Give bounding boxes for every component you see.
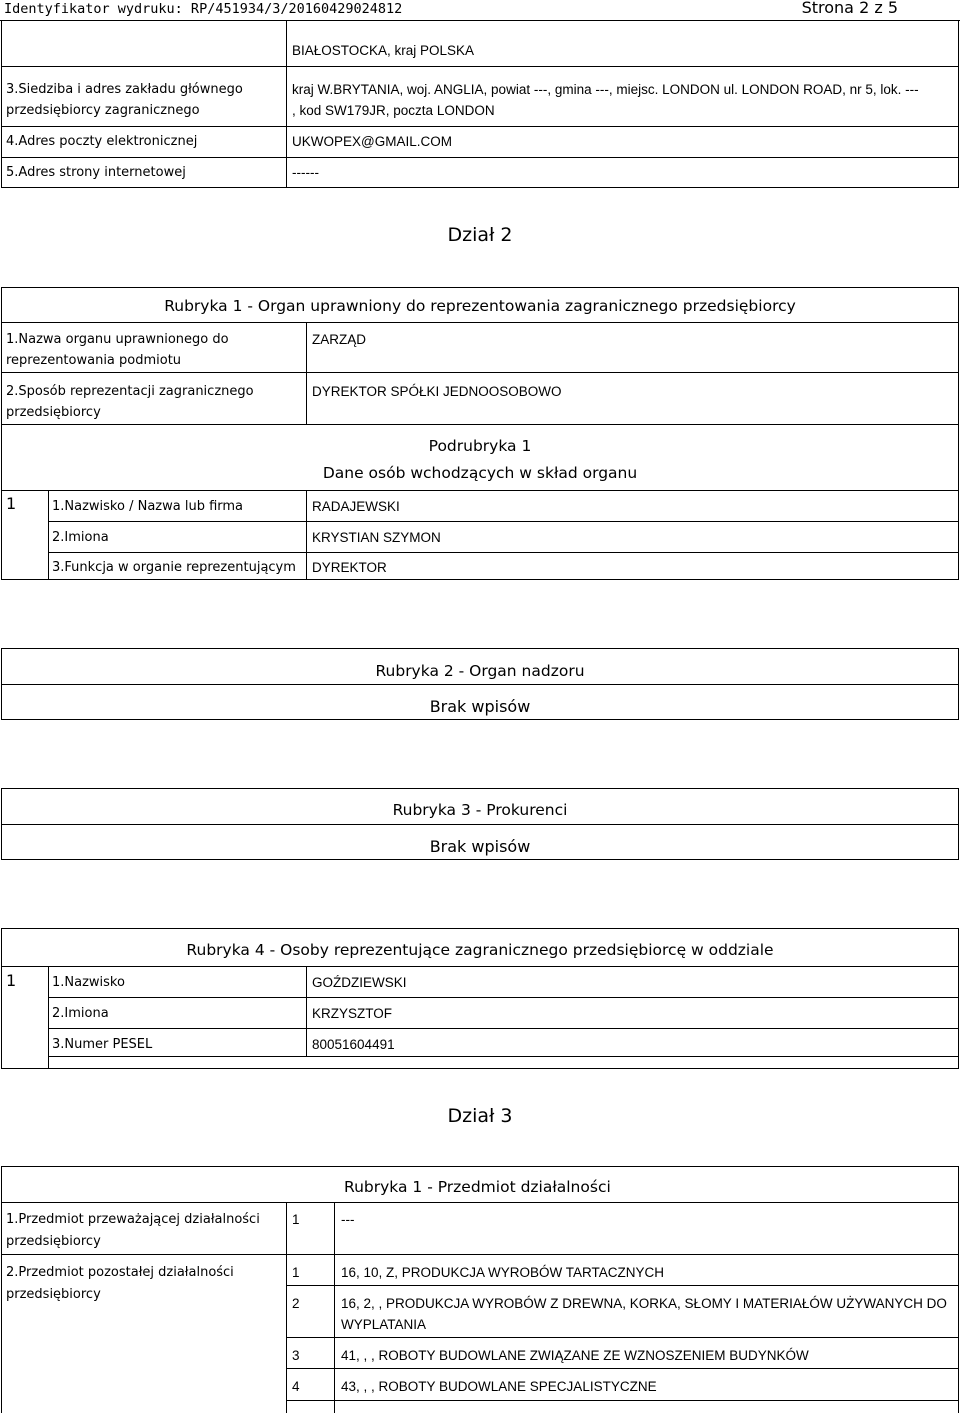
representation-value: DYREKTOR SPÓŁKI JEDNOOSOBOWO: [312, 384, 562, 399]
main-activity-label: 1.Przedmiot przeważającej działalności: [6, 1212, 260, 1227]
activity-value: 16, 10, Z, PRODUKCJA WYROBÓW TARTACZNYCH: [341, 1265, 665, 1280]
siedziba-value: kraj W.BRYTANIA, woj. ANGLIA, powiat ---, gmina ---, miejsc. LONDON ul. LONDON ROAD, nr 5, lok. ---: [292, 82, 919, 97]
pesel-label: 3.Numer PESEL: [52, 1037, 153, 1052]
representation-label: 2.Sposób reprezentacji zagranicznego: [6, 384, 254, 399]
main-activity-value: ---: [341, 1212, 355, 1227]
activity-num: 2: [292, 1296, 300, 1311]
website-label: 5.Adres strony internetowej: [6, 165, 186, 180]
names-value: KRYSTIAN SZYMON: [312, 530, 441, 545]
dzial3-title: Dział 3: [447, 1105, 513, 1127]
print-identifier: Identyfikator wydruku: RP/451934/3/20160429024812: [4, 1, 403, 17]
rubryka2-title: Rubryka 2 - Organ nadzoru: [375, 662, 585, 680]
activity-num: 1: [292, 1265, 300, 1280]
activity-value: 41, , , ROBOTY BUDOWLANE ZWIĄZANE ZE WZNOSZENIEM BUDYNKÓW: [341, 1348, 809, 1363]
surname-value: RADAJEWSKI: [312, 499, 400, 514]
organ-name-label-2: reprezentowania podmiotu: [6, 353, 182, 368]
rubryka3-empty: Brak wpisów: [429, 837, 531, 856]
prev-address-value: BIAŁOSTOCKA, kraj POLSKA: [292, 43, 475, 58]
pesel-value: 80051604491: [312, 1037, 395, 1052]
other-activity-label: 2.Przedmiot pozostałej działalności: [6, 1265, 234, 1280]
website-value: ------: [292, 165, 319, 180]
rubryka1-title: Rubryka 1 - Organ uprawniony do reprezentowania zagranicznego przedsiębiorcy: [164, 297, 796, 315]
activity-value-2: WYPLATANIA: [341, 1317, 427, 1332]
names-label: 2.Imiona: [52, 530, 109, 545]
rep-names-value: KRZYSZTOF: [312, 1006, 393, 1021]
email-label: 4.Adres poczty elektronicznej: [6, 134, 198, 149]
siedziba-value-2: , kod SW179JR, poczta LONDON: [292, 103, 495, 118]
email-value: UKWOPEX@GMAIL.COM: [292, 134, 452, 149]
activity-num: 3: [292, 1348, 300, 1363]
rubryka4-title: Rubryka 4 - Osoby reprezentujące zagranicznego przedsiębiorcę w oddziale: [186, 941, 774, 959]
siedziba-label: 3.Siedziba i adres zakładu głównego: [6, 82, 243, 97]
page-number: Strona 2 z 5: [801, 0, 898, 17]
siedziba-label-2: przedsiębiorcy zagranicznego: [6, 103, 200, 118]
representation-label-2: przedsiębiorcy: [6, 405, 101, 420]
podrubryka-title: Podrubryka 1: [428, 437, 532, 455]
other-activity-label-2: przedsiębiorcy: [6, 1287, 101, 1302]
activity-value: 43, , , ROBOTY BUDOWLANE SPECJALISTYCZNE: [341, 1379, 657, 1394]
rep-names-label: 2.Imiona: [52, 1006, 109, 1021]
podrubryka-subtitle: Dane osób wchodzących w skład organu: [322, 464, 638, 482]
person-index: 1: [6, 494, 17, 513]
organ-name-value: ZARZĄD: [312, 332, 366, 347]
dzial2-title: Dział 2: [447, 224, 513, 246]
organ-name-label: 1.Nazwa organu uprawnionego do: [6, 332, 229, 347]
surname-label: 1.Nazwisko / Nazwa lub firma: [52, 499, 244, 514]
rep-person-index: 1: [6, 971, 17, 990]
activity-num: 4: [292, 1379, 300, 1394]
function-value: DYREKTOR: [312, 560, 387, 575]
rep-surname-value: GOŹDZIEWSKI: [312, 975, 407, 990]
rep-surname-label: 1.Nazwisko: [52, 975, 125, 990]
przedmiot-title: Rubryka 1 - Przedmiot działalności: [344, 1178, 611, 1196]
rubryka3-title: Rubryka 3 - Prokurenci: [392, 801, 568, 819]
function-label: 3.Funkcja w organie reprezentującym: [52, 560, 296, 575]
main-activity-label-2: przedsiębiorcy: [6, 1234, 101, 1249]
activity-value: 16, 2, , PRODUKCJA WYROBÓW Z DREWNA, KORKA, SŁOMY I MATERIAŁÓW UŻYWANYCH DO: [341, 1296, 947, 1311]
rubryka2-empty: Brak wpisów: [429, 697, 531, 716]
main-activity-num: 1: [292, 1212, 300, 1227]
